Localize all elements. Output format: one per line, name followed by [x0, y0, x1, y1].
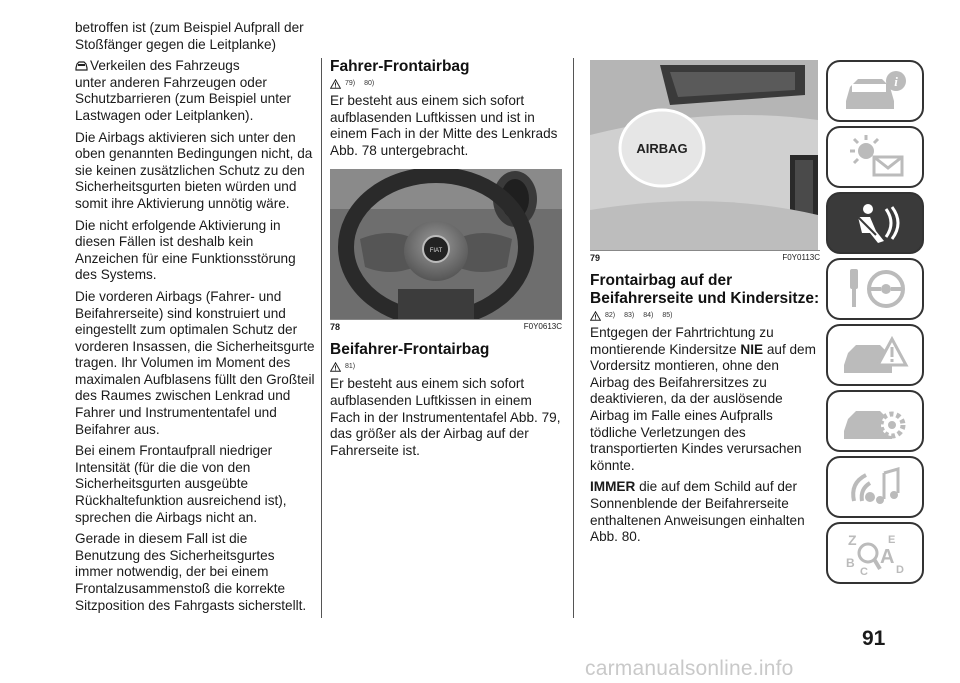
text-column-2 — [330, 20, 562, 464]
warning-refs — [330, 361, 562, 373]
tab-car-info[interactable] — [826, 60, 924, 122]
tab-maintenance[interactable] — [826, 390, 924, 452]
svg-text:A: A — [880, 546, 895, 568]
tab-multimedia[interactable] — [826, 456, 924, 518]
figure-number: 78 — [330, 322, 341, 333]
figure-caption — [330, 319, 562, 333]
alphabet-index-icon — [840, 529, 910, 577]
paragraph: Er besteht aus einem sich sofort aufblasenden Luftkissen in einem Fach in der Instrumententafel Abb. 79, das größer als der Airbag auf der Fahrerseite ist. — [330, 376, 561, 458]
svg-text:B: B — [846, 556, 855, 570]
steering-wheel-figure — [330, 169, 562, 319]
text-column-1 — [75, 20, 315, 619]
ref: 80) — [364, 79, 375, 87]
figure-number: 79 — [590, 253, 601, 263]
car-info-icon — [840, 67, 910, 115]
section-heading: Frontairbag auf der Beifahrerseite und Kindersitze: — [590, 272, 820, 307]
warning-triangle-icon — [330, 79, 341, 89]
lights-mail-icon — [840, 133, 910, 181]
figure-caption — [590, 250, 820, 264]
svg-text:C: C — [860, 566, 868, 577]
paragraph: Verkeilen des Fahrzeugs unter anderen Fahrzeugen oder Schutzbarrieren (zum Beispiel unter Lastwagen oder Leitplanken). — [75, 58, 292, 123]
paragraph: Die vorderen Airbags (Fahrer- und Beifahrerseite) sind konstruiert und eingestellt zum optimalen Schutz der vorderen Insassen, die Sicherheitsgurte tragen. Ihr Volumen im Moment des maximalen Aufblasens füllt den Großteil des Raumes zwischen Lenkrad und Fahrer und Instrumententafel und Beifahrer aus. — [75, 288, 315, 437]
column-divider — [573, 58, 574, 618]
tab-starting-driving[interactable] — [826, 258, 924, 320]
figure-code: F0Y0613C — [523, 322, 562, 332]
warning-refs — [590, 310, 820, 322]
svg-text:D: D — [896, 564, 904, 576]
media-icon — [840, 463, 910, 511]
page-number: 91 — [862, 627, 886, 650]
text-column-3 — [590, 20, 820, 551]
watermark: carmanualsonline.info — [585, 657, 794, 680]
airbag-label: AIRBAG — [636, 141, 688, 156]
svg-text:Z: Z — [848, 532, 857, 548]
section-heading: Beifahrer-Frontairbag — [330, 341, 490, 359]
warning-refs — [330, 78, 562, 90]
steering-wheel-image — [330, 169, 562, 319]
ref: 85) — [662, 311, 673, 319]
figure-code: F0Y0113C — [782, 253, 820, 262]
car-warning-icon — [840, 331, 910, 379]
car-bullet-icon — [75, 61, 88, 71]
key-steering-icon — [840, 265, 910, 313]
paragraph: Gerade in diesem Fall ist die Benutzung des Sicherheitsgurtes immer notwendig, der bei einem Frontalzusammenstoß die korrekte Sitzposition des Fahrgasts sicherstellt. — [75, 531, 307, 613]
paragraph: IMMER die auf dem Schild auf der Sonnenblende der Beifahrerseite enthaltenen Anweisungen einhalten Abb. 80. — [590, 479, 805, 545]
passenger-airbag-figure — [590, 60, 818, 250]
section-heading: Fahrer-Frontairbag — [330, 58, 470, 75]
ref: 79) — [345, 79, 356, 87]
seat-airbag-icon — [840, 199, 910, 247]
dashboard-image — [590, 60, 818, 250]
paragraph: Die nicht erfolgende Aktivierung in diesen Fällen ist deshalb kein Anzeichen für eine Funktionsstörung des Systems. — [75, 217, 296, 283]
paragraph: Die Airbags aktivieren sich unter den oben genannten Bedingungen nicht, da sie keinen zusätzlichen Schutz zu den Sicherheitsgurten bieten würden und somit ihre Aktivierung unnötig wäre. — [75, 129, 313, 211]
paragraph: Bei einem Frontaufprall niedriger Intensität (für die die von den Sicherheitsgurten ausgeübte Rückhaltefunktion ausreichend ist), sprechen die Airbags nicht an. — [75, 443, 287, 525]
tab-index[interactable] — [826, 522, 924, 584]
ref: 82) — [605, 311, 616, 319]
tab-emergency[interactable] — [826, 324, 924, 386]
tab-safety[interactable] — [826, 192, 924, 254]
paragraph: Entgegen der Fahrtrichtung zu montierende Kindersitze NIE auf dem Vordersitz montieren, ohne den Airbag des Beifahrersitzes zu deaktivieren, da der auslösende Airbag im Falle eines Aufpralls tödliche Verletzungen des transportierten Kindes verursachen könnte. — [590, 325, 816, 473]
paragraph: betroffen ist (zum Beispiel Aufprall der Stoßfänger gegen die Leitplanke) — [75, 20, 304, 52]
tab-lights-messages[interactable] — [826, 126, 924, 188]
car-gear-icon — [840, 397, 910, 445]
svg-text:i: i — [894, 74, 898, 89]
chapter-tabs — [826, 60, 926, 588]
warning-triangle-icon — [590, 311, 601, 321]
warning-triangle-icon — [330, 362, 341, 372]
paragraph: Er besteht aus einem sich sofort aufblasenden Luftkissen und ist in einem Fach in der Mitte des Lenkrads Abb. 78 untergebracht. — [330, 93, 558, 158]
ref: 83) — [624, 311, 635, 319]
ref: 84) — [643, 311, 654, 319]
svg-text:E: E — [888, 534, 896, 546]
ref: 81) — [345, 363, 356, 371]
column-divider — [321, 58, 322, 618]
svg-text:FIAT: FIAT — [429, 248, 443, 255]
